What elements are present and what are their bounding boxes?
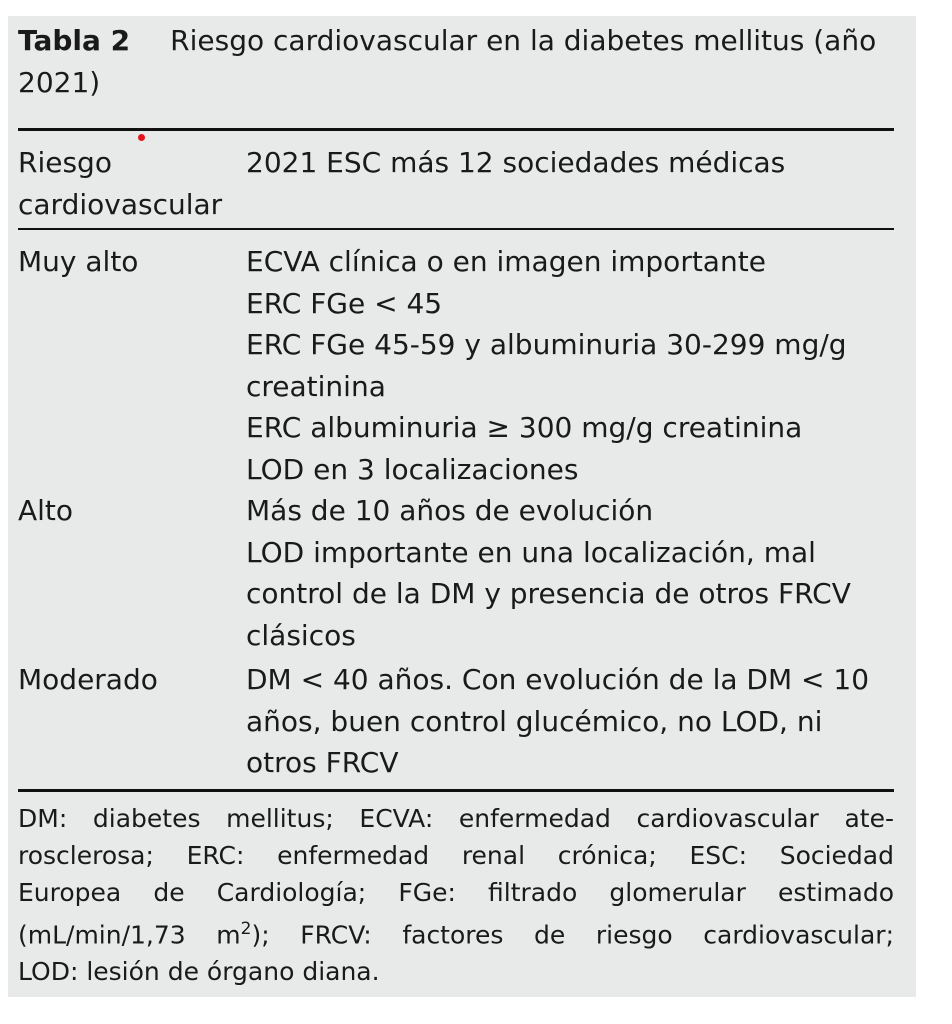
header-source: 2021 ESC más 12 sociedades médicas <box>246 146 786 179</box>
footnote-units: (mL/min/1,73 m <box>18 920 241 950</box>
header-risk-line2: cardiovascular <box>18 187 223 221</box>
bottom-rule <box>18 789 894 792</box>
row-risk-moderado: Moderado <box>18 663 158 696</box>
table-footnote <box>18 800 894 990</box>
criteria-line: ERC FGe < 45 <box>246 286 443 320</box>
criteria-line: ERC albuminuria ≥ 300 mg/g creatinina <box>246 411 803 444</box>
row-risk-alto: Alto <box>18 494 74 527</box>
red-marker-dot <box>138 134 145 141</box>
row-criteria-moderado <box>246 659 896 784</box>
table-title-line2: 2021) <box>18 66 101 99</box>
criteria-line: LOD en 3 localizaciones <box>246 452 579 486</box>
table-label: Tabla 2 <box>18 24 131 57</box>
criteria-line: ERC FGe 45-59 y albuminuria 30-299 mg/g <box>246 328 847 361</box>
criteria-line: creatinina <box>246 369 386 403</box>
table-caption <box>18 20 898 104</box>
criteria-line: años, buen control glucémico, no LOD, ni <box>246 704 823 738</box>
criteria-line: clásicos <box>246 618 356 652</box>
header-risk-line1: Riesgo <box>18 146 112 179</box>
footnote-line: rosclerosa; ERC: enfermedad renal crónica; ESC: Sociedad <box>18 841 894 870</box>
row-risk-muy-alto: Muy alto <box>18 245 139 278</box>
top-rule <box>18 128 894 131</box>
criteria-line: otros FRCV <box>246 746 399 779</box>
table-title-line1: Riesgo cardiovascular en la diabetes mellitus (año <box>170 24 877 57</box>
criteria-line: DM < 40 años. Con evolución de la DM < 10 <box>246 663 870 696</box>
footnote-units-rest: ); FRCV: factores de riesgo cardiovascular; <box>251 920 894 950</box>
footnote-line: Europea de Cardiología; FGe: filtrado glomerular estimado <box>18 878 894 907</box>
footnote-line <box>18 911 894 953</box>
row-criteria-alto <box>246 490 896 656</box>
criteria-line: control de la DM y presencia de otros FRCV <box>246 577 851 610</box>
header-risk <box>18 142 238 225</box>
footnote-superscript: 2 <box>240 919 252 939</box>
footnote-line: DM: diabetes mellitus; ECVA: enfermedad cardiovascular ate- <box>18 804 894 833</box>
criteria-line: Más de 10 años de evolución <box>246 494 654 527</box>
criteria-line: ECVA clínica o en imagen importante <box>246 245 766 278</box>
row-criteria-muy-alto <box>246 241 896 490</box>
footnote-line: LOD: lesión de órgano diana. <box>18 957 380 987</box>
criteria-line: LOD importante en una localización, mal <box>246 535 816 569</box>
header-rule <box>18 228 894 230</box>
